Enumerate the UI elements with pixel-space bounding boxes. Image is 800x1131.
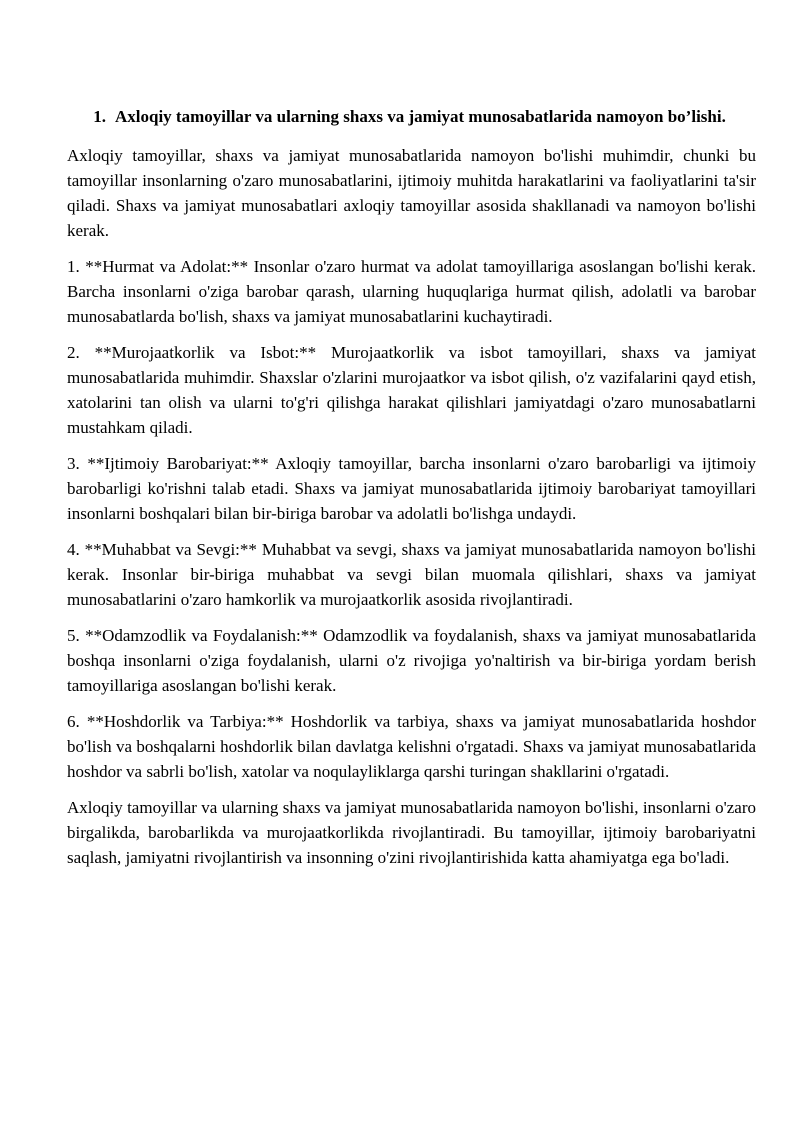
section-heading bbox=[67, 104, 756, 130]
paragraph-hoshdorlik-tarbiya: 6. **Hoshdorlik va Tarbiya:** Hoshdorlik va tarbiya, shaxs va jamiyat munosabatlarida hoshdor bo'lish va boshqalarni hoshdorlik bilan davlatga kelishni o'rgatadi. Shaxs va jamiyat munosabatlarida hoshdor va sabrli bo'lish, xatolar va noqulayliklarga qarshi turingan shakllarini o'rgatadi. bbox=[67, 712, 756, 781]
paragraph-hurmat-adolat: 1. **Hurmat va Adolat:** Insonlar o'zaro hurmat va adolat tamoyillariga asoslangan bo'lishi kerak. Barcha insonlarni o'ziga barobar qarash, ularning huquqlariga hurmat qilish, adolatli va barobar munosabatlarda bo'lish, shaxs va jamiyat munosabatlarini kuchaytiradi. bbox=[67, 257, 756, 326]
intro-paragraph: Axloqiy tamoyillar, shaxs va jamiyat munosabatlarida namoyon bo'lishi muhimdir, chunki bu tamoyillar insonlarning o'zaro munosabatlarini, ijtimoiy muhitda harakatlarini va faoliyatlarini ta'sir qiladi. Shaxs va jamiyat munosabatlari axloqiy tamoyillar asosida shakllanadi va namoyon bo'lishi kerak. bbox=[67, 146, 756, 240]
paragraph-ijtimoiy-barobariyat: 3. **Ijtimoiy Barobariyat:** Axloqiy tamoyillar, barcha insonlarni o'zaro barobarligi va ijtimoiy barobarligi ko'rishni talab etadi. Shaxs va jamiyat munosabatlarida ijtimoiy barobariyat tamoyillari insonlarni boshqalari bilan bir-biriga barobar va adolatli bo'lishga undaydi. bbox=[67, 454, 756, 523]
paragraph-murojaatkorlik-isbot: 2. **Murojaatkorlik va Isbot:** Murojaatkorlik va isbot tamoyillari, shaxs va jamiyat munosabatlarida muhimdir. Shaxslar o'zlarini murojaatkor va isbot qilish, o'z vazifalarini qayd etish, xatolarini tan olish va ularni to'g'ri qilishga harakat qilishlari jamiyatdagi o'zaro munosabatlarni mustahkam qiladi. bbox=[67, 343, 756, 437]
conclusion-paragraph: Axloqiy tamoyillar va ularning shaxs va jamiyat munosabatlarida namoyon bo'lishi, insonlarni o'zaro birgalikda, barobarlikda va murojaatkorlikda rivojlantiradi. Bu tamoyillar, ijtimoiy barobariyatni saqlash, jamiyatni rivojlantirish va insonning o'zini rivojlantirishida katta ahamiyatga ega bo'ladi. bbox=[67, 798, 756, 867]
heading-title: Axloqiy tamoyillar va ularning shaxs va jamiyat munosabatlarida namoyon bo’lishi. bbox=[115, 107, 726, 126]
document-page bbox=[67, 104, 756, 881]
paragraph-odamzodlik-foydalanish: 5. **Odamzodlik va Foydalanish:** Odamzodlik va foydalanish, shaxs va jamiyat munosabatlarida boshqa insonlarni o'ziga foydalanish, ularni o'z rivojiga yo'naltirish va bir-biriga yordam berish tamoyillariga asoslangan bo'lishi kerak. bbox=[67, 626, 756, 695]
paragraph-muhabbat-sevgi: 4. **Muhabbat va Sevgi:** Muhabbat va sevgi, shaxs va jamiyat munosabatlarida namoyon bo'lishi kerak. Insonlar bir-biriga muhabbat va sevgi bilan muomala qilishlari, shaxs va jamiyat munosabatlarini o'zaro hamkorlik va murojaatkorlik asosida rivojlantiradi. bbox=[67, 540, 756, 609]
heading-number: 1. bbox=[93, 107, 106, 126]
